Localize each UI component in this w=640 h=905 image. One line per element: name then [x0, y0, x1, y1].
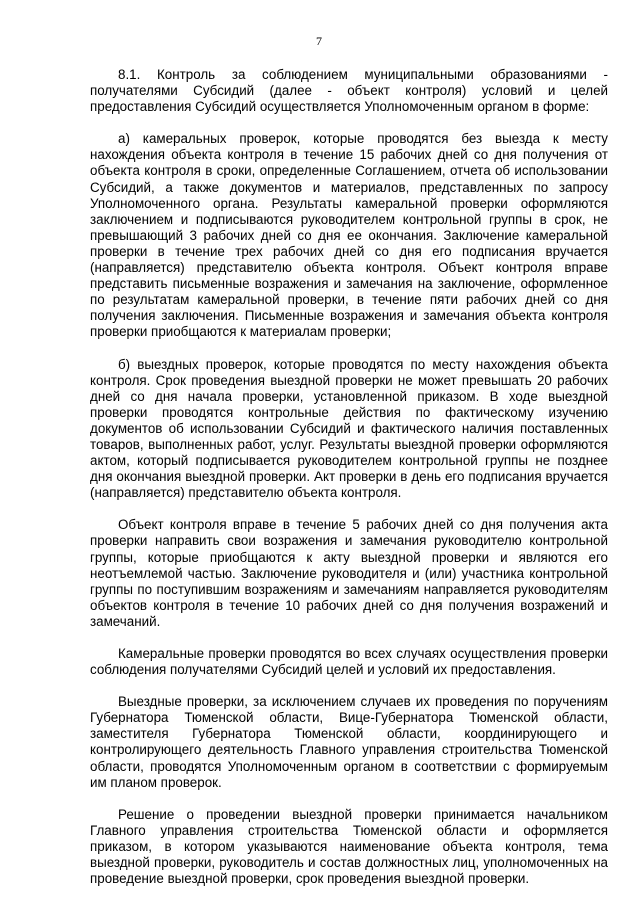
paragraph-8-1: 8.1. Контроль за соблюдением муниципальными образованиями - получателями Субсидий (далее - объект контроля) условий и целей предоставления Субсидий осуществляется Уполномоченным органом в форме:	[90, 67, 608, 115]
paragraph-desk-audit-scope: Камеральные проверки проводятся во всех случаях осуществления проверки соблюдения получателями Субсидий целей и условий их предоставления.	[90, 646, 608, 678]
paragraph-field-audit-plan: Выездные проверки, за исключением случаев их проведения по поручениям Губернатора Тюменской области, Вице-Губернатора Тюменской области, заместителя Губернатора Тюменской области, координирующего и контролирующего деятельность Главного управления строительства Тюменской области, проводятся Уполномоченным органом в соответствии с формируемым им планом проверок.	[90, 694, 608, 790]
paragraph-field-audits: б) выездных проверок, которые проводятся по месту нахождения объекта контроля. Срок проведения выездной проверки не может превышать 20 рабочих дней со дня начала проверки, установленной приказом. В ходе выездной проверки проводятся контрольные действия по фактическому изучению документов об использовании Субсидий и фактического наличия поставленных товаров, выполненных работ, услуг. Результаты выездной проверки оформляются актом, который подписывается руководителем контрольной группы не позднее дня окончания выездной проверки. Акт проверки в день его подписания вручается (направляется) представителю объекта контроля.	[90, 356, 608, 501]
paragraph-objections: Объект контроля вправе в течение 5 рабочих дней со дня получения акта проверки направить свои возражения и замечания руководителю контрольной группы, которые приобщаются к акту выездной проверки и являются его неотъемлемой частью. Заключение руководителя и (или) участника контрольной группы по поступившим возражениям и замечаниям направляется руководителям объектов контроля в течение 10 рабочих дней со дня получения возражений и замечаний.	[90, 517, 608, 629]
page-number: 7	[316, 34, 322, 48]
paragraph-desk-audits: а) камеральных проверок, которые проводятся без выезда к месту нахождения объекта контроля в течение 15 рабочих дней со дня получения от объекта контроля в сроки, определенные Соглашением, отчета об использовании Субсидий, а также документов и материалов, представленных по запросу Уполномоченного органа. Результаты камеральной проверки оформляются заключением и подписываются руководителем контрольной группы в срок, не превышающий 3 рабочих дней со дня ее окончания. Заключение камеральной проверки в течение трех рабочих дней со дня его подписания вручается (направляется) представителю объекта контроля. Объект контроля вправе представить письменные возражения и замечания на заключение, оформленное по результатам камеральной проверки, в течение пяти рабочих дней со дня получения заключения. Письменные возражения и замечания объекта контроля проверки приобщаются к материалам проверки;	[90, 131, 608, 340]
paragraph-audit-decision: Решение о проведении выездной проверки принимается начальником Главного управления строительства Тюменской области и оформляется приказом, в котором указываются наименование объекта контроля, тема выездной проверки, руководитель и состав должностных лиц, уполномоченных на проведение выездной проверки, срок проведения выездной проверки.	[90, 806, 608, 887]
